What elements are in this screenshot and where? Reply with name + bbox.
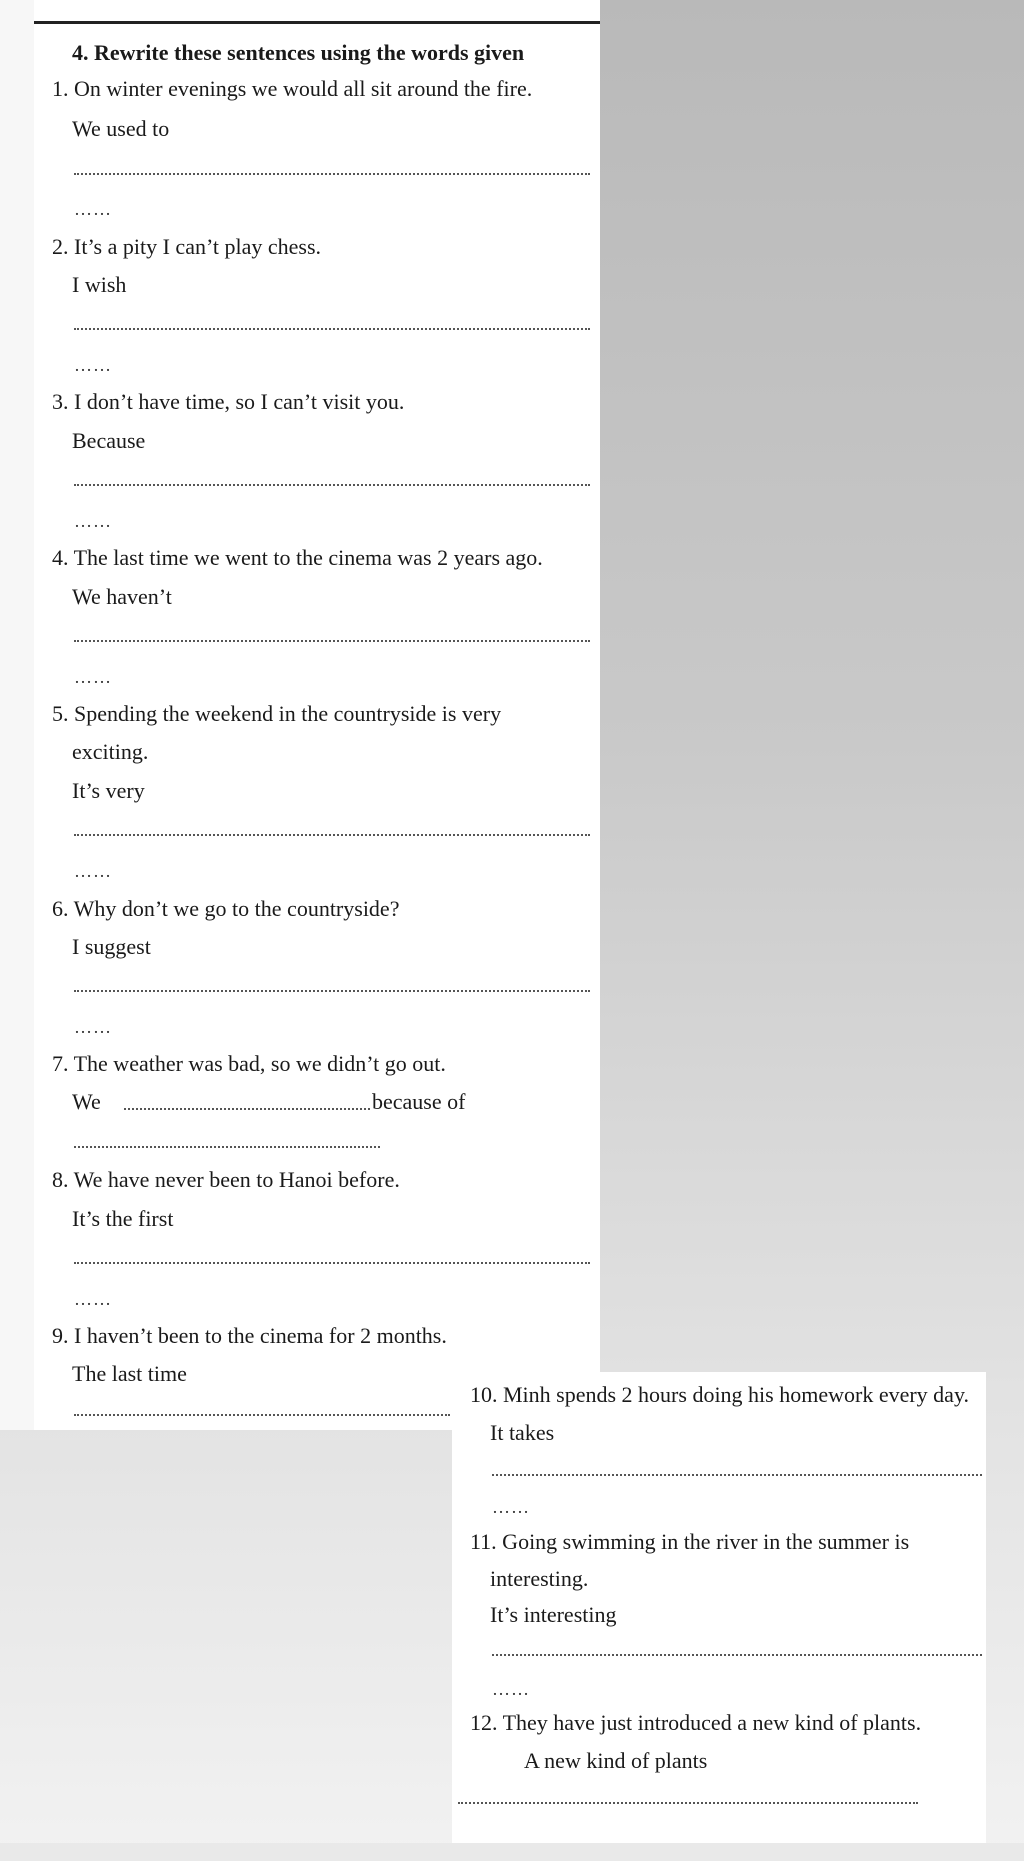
item-12-answer-line[interactable] <box>458 1802 918 1804</box>
item-8-answer-tail: …… <box>74 1289 112 1309</box>
item-10-answer-tail: …… <box>492 1497 530 1517</box>
exercise-heading: 4. Rewrite these sentences using the words given <box>72 40 525 65</box>
item-10-prompt: 10. Minh spends 2 hours doing his homework every day. <box>470 1382 970 1407</box>
item-4-answer-tail: …… <box>74 667 112 687</box>
item-3-answer-tail: …… <box>74 511 112 531</box>
item-1-prompt: 1. On winter evenings we would all sit around the fire. <box>52 76 533 101</box>
item-12-starter: A new kind of plants <box>524 1748 708 1773</box>
item-12-prompt: 12. They have just introduced a new kind of plants. <box>470 1710 922 1735</box>
item-2-answer-tail: …… <box>74 355 112 375</box>
top-rule <box>34 21 600 24</box>
item-2-starter: I wish <box>72 272 127 297</box>
item-1-answer-line[interactable] <box>74 173 590 175</box>
item-6-answer-tail: …… <box>74 1017 112 1037</box>
item-11-starter: It’s interesting <box>490 1602 617 1627</box>
item-7-mid: because of <box>372 1089 466 1114</box>
item-1-answer-tail: …… <box>74 199 112 219</box>
item-4-prompt: 4. The last time we went to the cinema was 2 years ago. <box>52 545 543 570</box>
page-edge-strip <box>0 0 34 1430</box>
item-5-starter: It’s very <box>72 778 145 803</box>
item-11-prompt: 11. Going swimming in the river in the summer is <box>470 1529 910 1554</box>
item-5-answer-tail: …… <box>74 861 112 881</box>
item-1-starter: We used to <box>72 116 170 141</box>
item-8-prompt: 8. We have never been to Hanoi before. <box>52 1167 400 1192</box>
item-3-prompt: 3. I don’t have time, so I can’t visit you. <box>52 389 405 414</box>
item-4-starter: We haven’t <box>72 584 172 609</box>
item-7-prompt: 7. The weather was bad, so we didn’t go out. <box>52 1051 446 1076</box>
item-7-answer-line-b[interactable] <box>74 1146 380 1148</box>
item-5-answer-line[interactable] <box>74 834 590 836</box>
item-5-prompt-cont: exciting. <box>72 739 149 764</box>
item-6-answer-line[interactable] <box>74 990 590 992</box>
item-10-starter: It takes <box>490 1420 555 1445</box>
item-9-answer-line[interactable] <box>74 1414 450 1416</box>
item-4-answer-line[interactable] <box>74 640 590 642</box>
item-10-answer-line[interactable] <box>492 1474 982 1476</box>
item-7-starter: We <box>72 1089 101 1114</box>
item-9-prompt: 9. I haven’t been to the cinema for 2 months. <box>52 1323 447 1348</box>
item-11-answer-line[interactable] <box>492 1654 982 1656</box>
item-5-prompt: 5. Spending the weekend in the countryside is very <box>52 701 502 726</box>
item-8-answer-line[interactable] <box>74 1262 590 1264</box>
item-6-prompt: 6. Why don’t we go to the countryside? <box>52 896 400 921</box>
item-3-starter: Because <box>72 428 146 453</box>
item-2-prompt: 2. It’s a pity I can’t play chess. <box>52 234 322 259</box>
bottom-band <box>0 1843 1024 1861</box>
item-11-answer-tail: …… <box>492 1679 530 1699</box>
item-8-starter: It’s the first <box>72 1206 174 1231</box>
item-2-answer-line[interactable] <box>74 328 590 330</box>
item-9-starter: The last time <box>72 1361 187 1386</box>
item-6-starter: I suggest <box>72 934 151 959</box>
item-7-answer-line-a[interactable] <box>124 1108 370 1110</box>
item-3-answer-line[interactable] <box>74 484 590 486</box>
item-11-prompt-cont: interesting. <box>490 1566 589 1591</box>
